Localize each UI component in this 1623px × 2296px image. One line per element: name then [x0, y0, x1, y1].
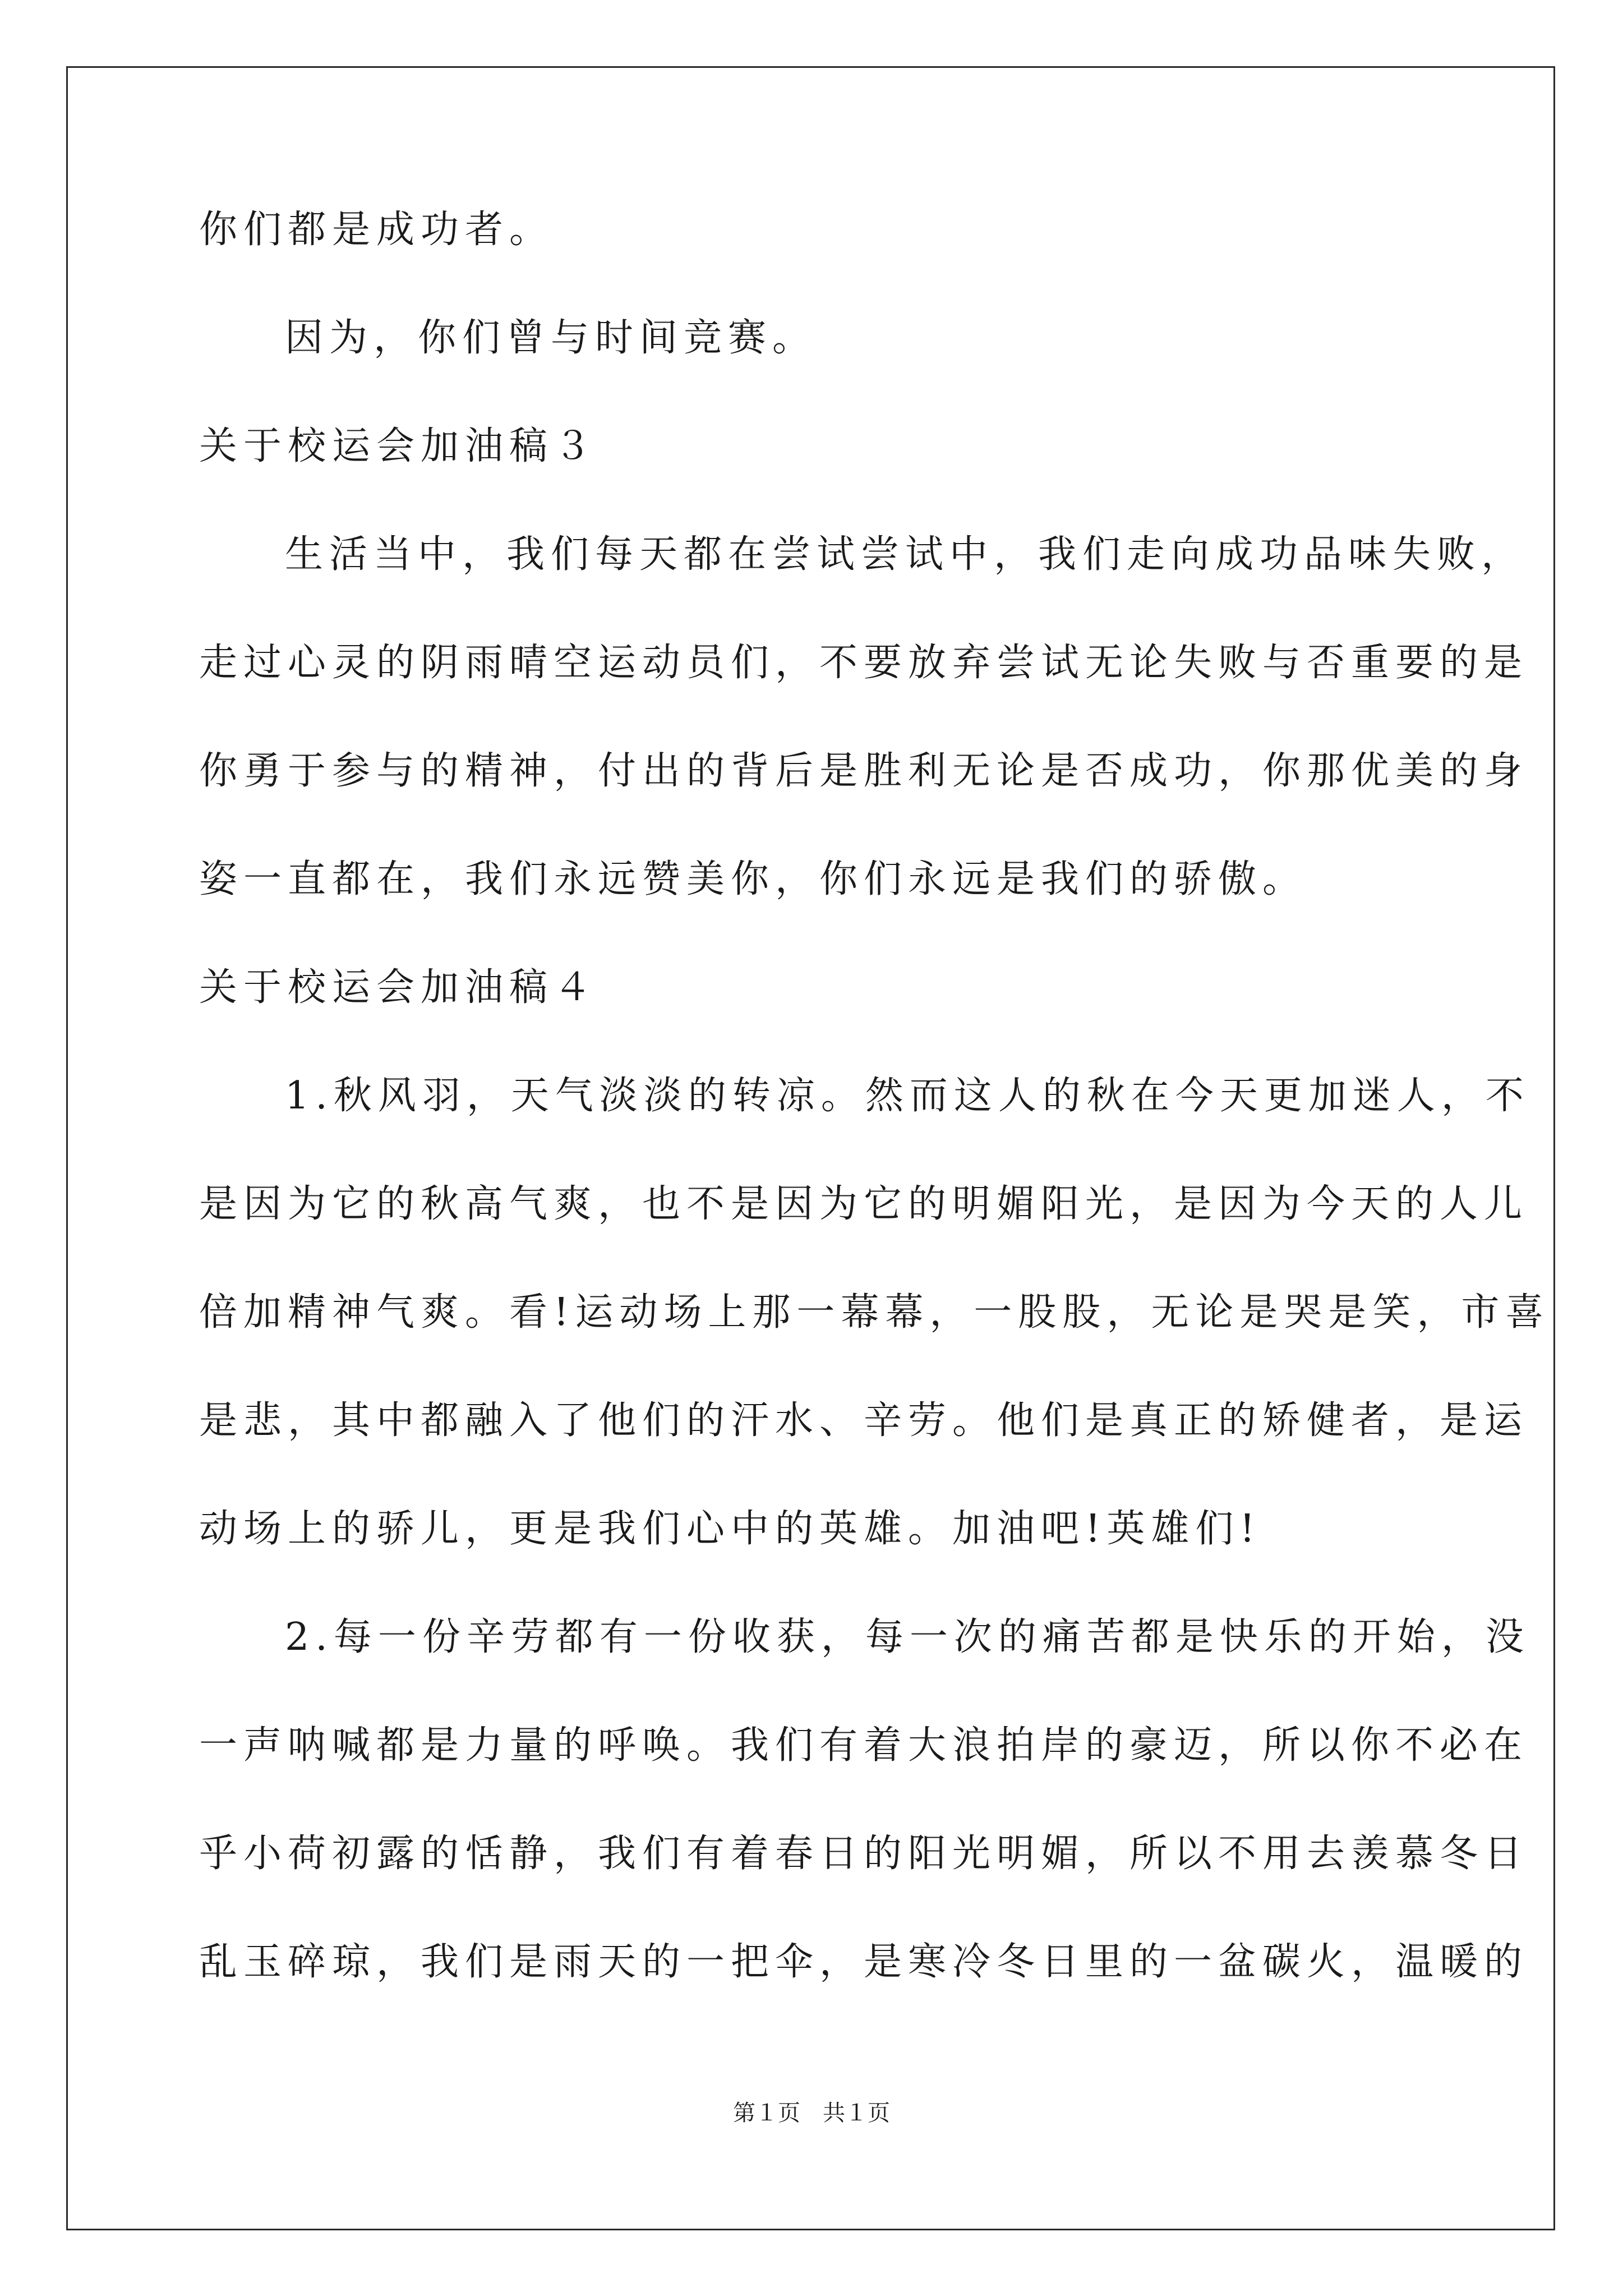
text-line: 你们都是成功者。: [199, 208, 554, 252]
text-line: 乱玉碎琼，我们是雨天的一把伞，是寒冷冬日里的一盆碳火，温暖的: [199, 1940, 1529, 1984]
page-footer: 第１页 共１页: [733, 2100, 890, 2126]
text-line: 1.秋风羽，天气淡淡的转凉。然而这人的秋在今天更加迷人，不: [285, 1074, 1530, 1118]
text-line: 乎小荷初露的恬静，我们有着春日的阳光明媚，所以不用去羡慕冬日: [199, 1832, 1529, 1876]
text-line: 关于校运会加油稿３: [199, 424, 598, 468]
text-line: 生活当中，我们每天都在尝试尝试中，我们走向成功品味失败，: [285, 532, 1526, 577]
text-line: 因为，你们曾与时间竞赛。: [285, 316, 817, 360]
text-line: 动场上的骄儿，更是我们心中的英雄。加油吧!英雄们!: [199, 1507, 1261, 1551]
text-line: 2.每一份辛劳都有一份收获，每一次的痛苦都是快乐的开始，没: [285, 1615, 1530, 1659]
text-line: 是悲，其中都融入了他们的汗水、辛劳。他们是真正的矫健者，是运: [199, 1398, 1529, 1443]
text-line: 是因为它的秋高气爽，也不是因为它的明媚阳光，是因为今天的人儿: [199, 1182, 1529, 1226]
page-border: [66, 66, 1555, 2230]
text-line: 姿一直都在，我们永远赞美你，你们永远是我们的骄傲。: [199, 857, 1307, 901]
text-line: 你勇于参与的精神，付出的背后是胜利无论是否成功，你那优美的身: [199, 749, 1529, 793]
text-line: 倍加精神气爽。看!运动场上那一幕幕，一股股，无论是哭是笑，市喜: [199, 1290, 1550, 1335]
text-line: 关于校运会加油稿４: [199, 965, 598, 1010]
text-line: 走过心灵的阴雨晴空运动员们，不要放弃尝试无论失败与否重要的是: [199, 641, 1529, 685]
text-line: 一声呐喊都是力量的呼唤。我们有着大浪拍岸的豪迈，所以你不必在: [199, 1723, 1529, 1768]
